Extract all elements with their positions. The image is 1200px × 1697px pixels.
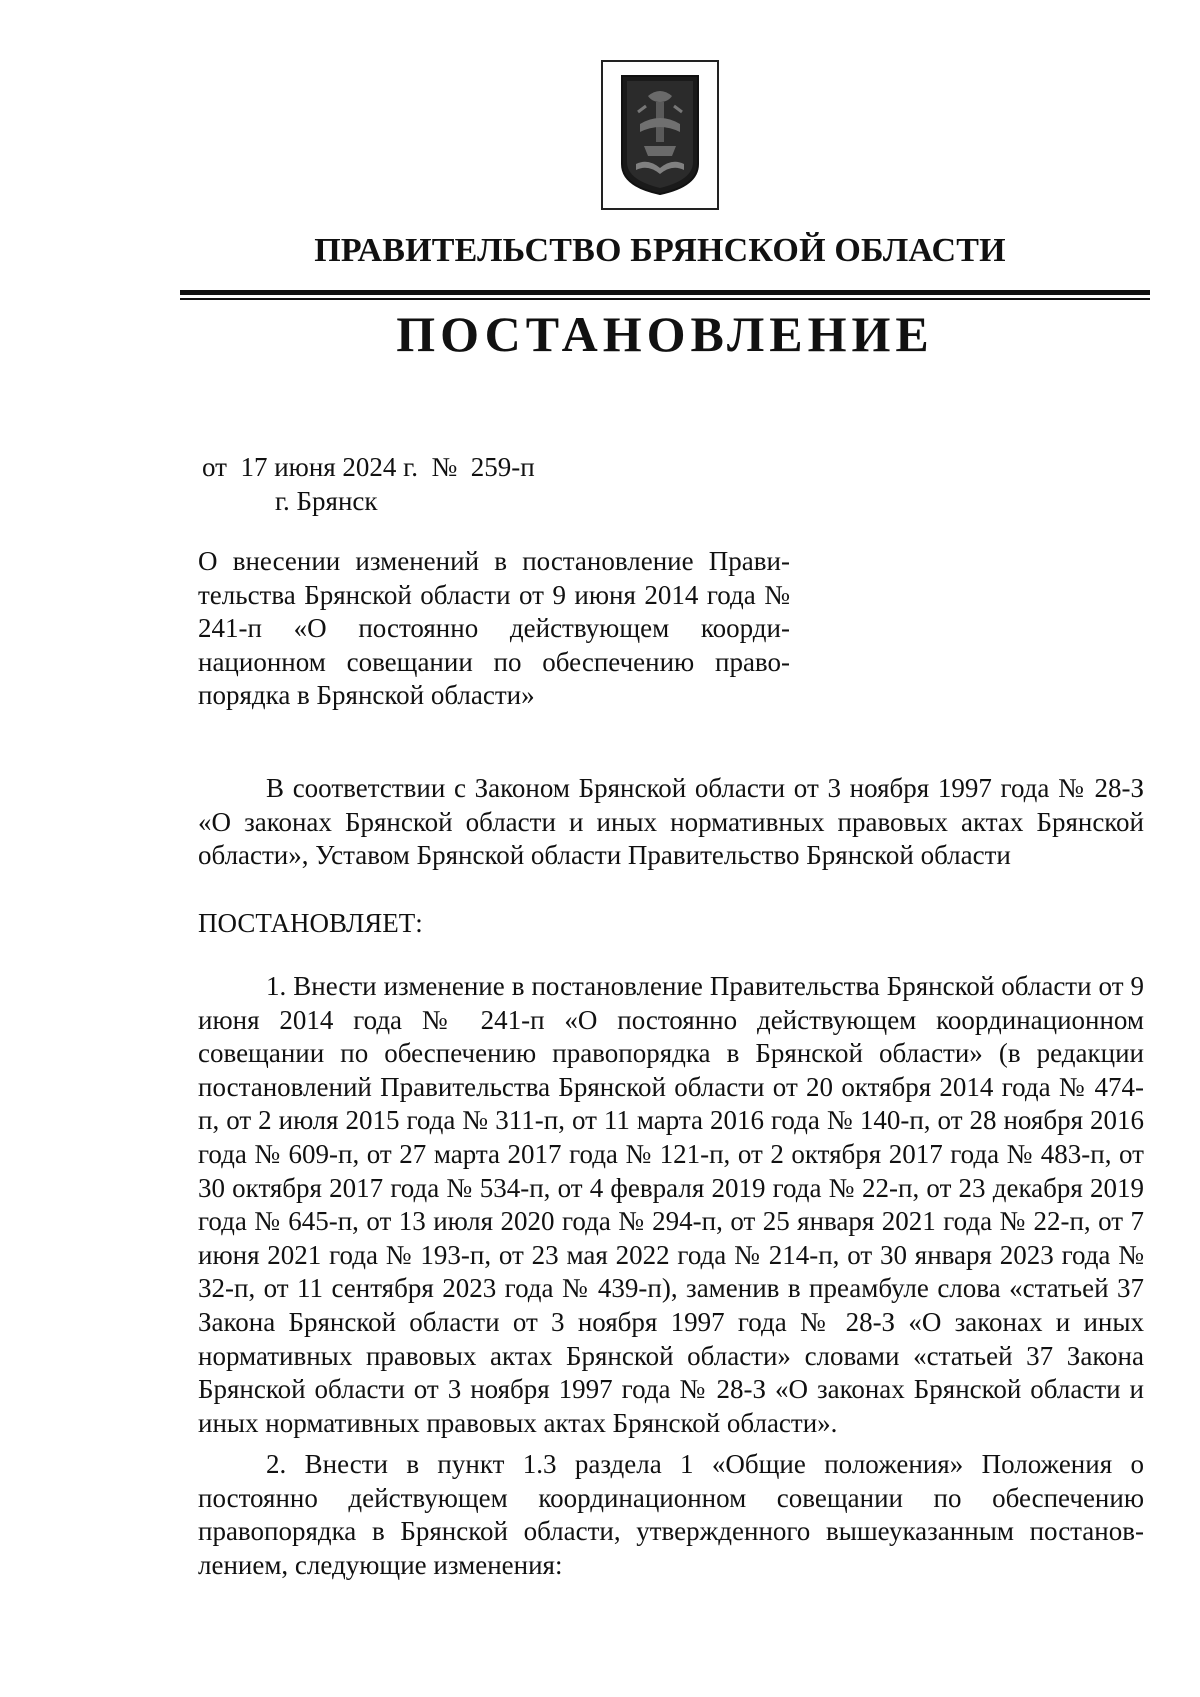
document-type: ПОСТАНОВЛЕНИЕ: [396, 306, 934, 362]
coat-of-arms-icon: [618, 72, 702, 198]
document-subject: О внесении изменений в постановление Правительства Брянской области от 9 июня 2014 года № 241-п «О постоянно действующем координационном совещании по обеспечению правопорядка в Брянской области»: [198, 546, 790, 711]
emblem-frame: [601, 60, 719, 210]
header-rule-thick: [180, 290, 1150, 295]
item-2-paragraph: 2. Внести в пункт 1.3 раздела 1 «Общие положения» Положения о постоянно действующем координационном совещании по обеспечению правопорядка в Брянской области, утвержденного вышеуказанным постановлением, следующие изменения:: [198, 1449, 1144, 1580]
preamble-paragraph: В соответствии с Законом Брянской области от 3 ноября 1997 года № 28-З «О законах Брянской области и иных нормативных правовых актах Брянской области», Уставом Брянской области Правительство Брянской области: [198, 773, 1144, 871]
resolve-heading: ПОСТАНОВЛЯЕТ:: [198, 908, 423, 938]
item-1-paragraph: 1. Внести изменение в постановление Правительства Брянской области от 9 июня 2014 года № 241-п «О постоянно действующем координационном совещании по обеспечению правопорядка в Брянской области» (в редакции постановлений Правительства Брянской области от 20 октября 2014 года № 474-п, от 2 июля 2015 года № 311-п, от 11 марта 2016 года № 140-п, от 28 ноября 2016 года № 609-п, от 27 марта 2017 года № 121-п, от 2 октября 2017 года № 483-п, от 30 октября 2017 года № 534-п, от 4 февраля 2019 года № 22-п, от 23 декабря 2019 года № 645-п, от 13 июля 2020 года № 294-п, от 25 января 2021 года № 22-п, от 7 июня 2021 года № 193-п, от 23 мая 2022 года № 214-п, от 30 января 2023 года № 32-п, от 11 сентября 2023 года № 439-п), заменив в преамбуле слова «статьей 37 Закона Брянской области от 3 ноября 1997 года № 28-З «О законах и иных нормативных правовых актах Брянской области» словами «статьей 37 Закона Брянской области от 3 ноября 1997 года № 28-З «О законах Брянской области и иных нормативных правовых актах Брянской области».: [198, 971, 1144, 1438]
header-rule-thin: [180, 298, 1150, 300]
organization-title: ПРАВИТЕЛЬСТВО БРЯНСКОЙ ОБЛАСТИ: [314, 232, 1006, 269]
document-date-number: от 17 июня 2024 г. № 259-п: [202, 452, 535, 482]
document-city: г. Брянск: [275, 486, 378, 516]
